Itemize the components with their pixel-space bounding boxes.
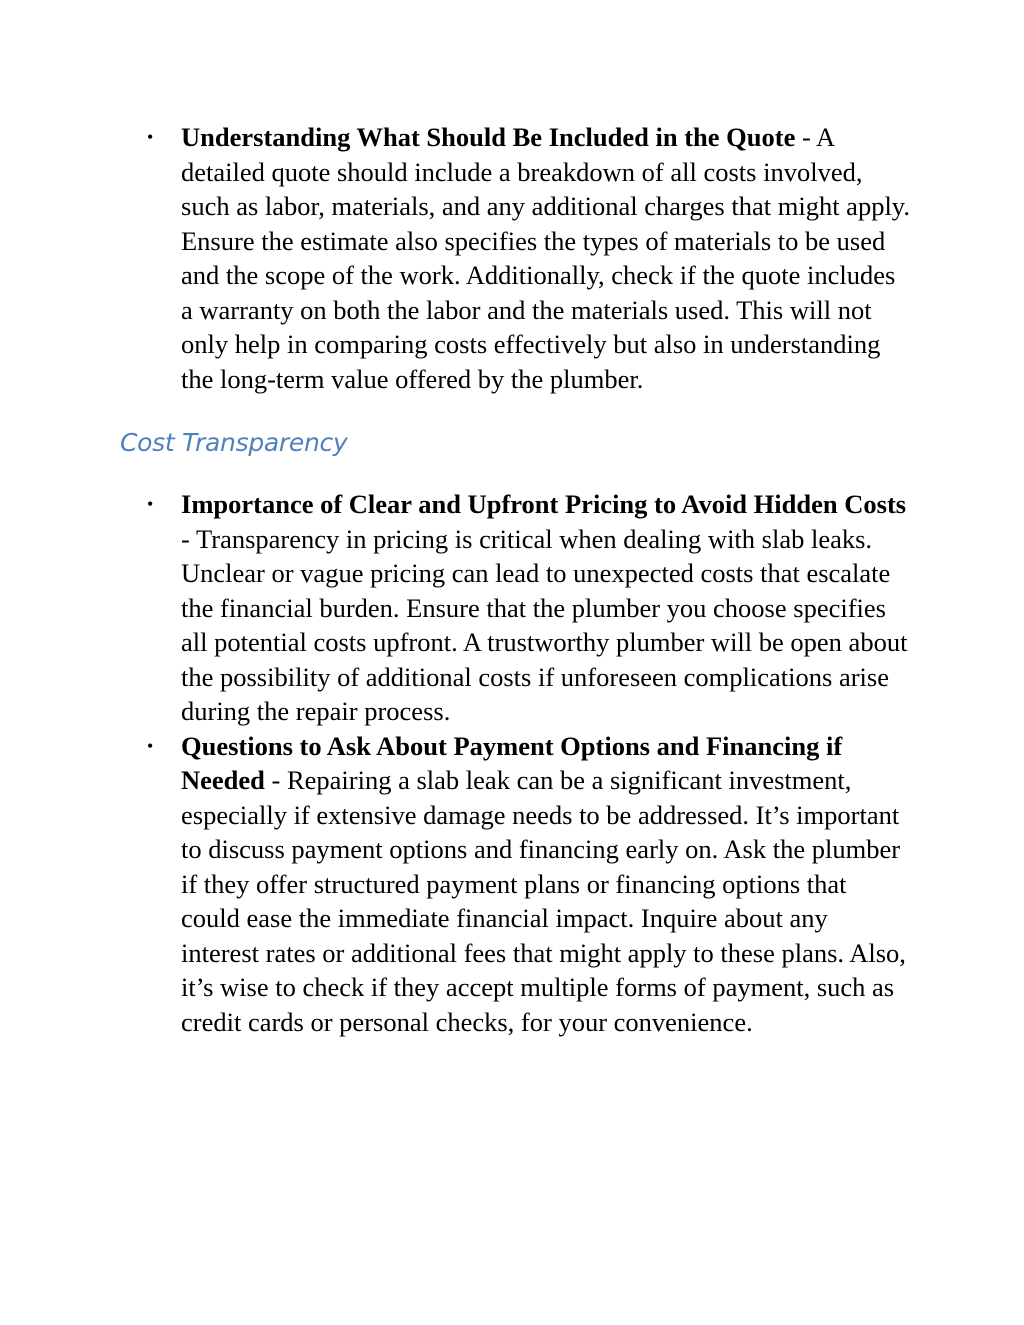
document-body bbox=[120, 120, 910, 1039]
cost-transparency-bullet-list bbox=[120, 487, 910, 1039]
list-item-text: A detailed quote should include a breakdown of all costs involved, such as labor, materials, and any additional charges that might apply. Ensure the estimate also specifies the types of materials to be used and the scope of the work. Additionally, check if the quote includes a warranty on both the labor and the materials used. This will not only help in comparing costs effectively but also in understanding the long-term value offered by the plumber. bbox=[181, 122, 910, 394]
list-item-text: Repairing a slab leak can be a significant investment, especially if extensive damage needs to be addressed. It’s important to discuss payment options and financing early on. Ask the plumber if they offer structured payment plans or financing options that could ease the immediate financial impact. Inquire about any interest rates or additional fees that might apply to these plans. Also, it’s wise to check if they accept multiple forms of payment, such as credit cards or personal checks, for your convenience. bbox=[181, 765, 906, 1037]
bullet-icon: • bbox=[147, 494, 154, 514]
bullet-icon: • bbox=[147, 127, 154, 147]
quote-bullet-list bbox=[120, 120, 910, 396]
list-item-title: Understanding What Should Be Included in the Quote bbox=[181, 122, 796, 152]
list-item-text: Transparency in pricing is critical when dealing with slab leaks. Unclear or vague pricing can lead to unexpected costs that escalate the financial burden. Ensure that the plumber you choose specifies all potential costs upfront. A trustworthy plumber will be open about the possibility of additional costs if unforeseen complications arise during the repair process. bbox=[181, 523, 908, 726]
list-item-separator: - bbox=[181, 523, 196, 554]
list-item-quote-contents bbox=[120, 120, 910, 396]
bullet-icon: • bbox=[147, 735, 154, 756]
list-item-title: Questions to Ask About Payment Options and Financing if Needed bbox=[181, 730, 843, 795]
section-heading-cost-transparency: Cost Transparency bbox=[120, 428, 348, 457]
list-item-upfront-pricing bbox=[120, 487, 910, 729]
list-item-separator: - bbox=[264, 765, 287, 795]
list-item-separator: - bbox=[795, 122, 816, 152]
list-item-payment-options bbox=[120, 729, 910, 1040]
list-item-title: Importance of Clear and Upfront Pricing to Avoid Hidden Costs bbox=[181, 489, 907, 519]
